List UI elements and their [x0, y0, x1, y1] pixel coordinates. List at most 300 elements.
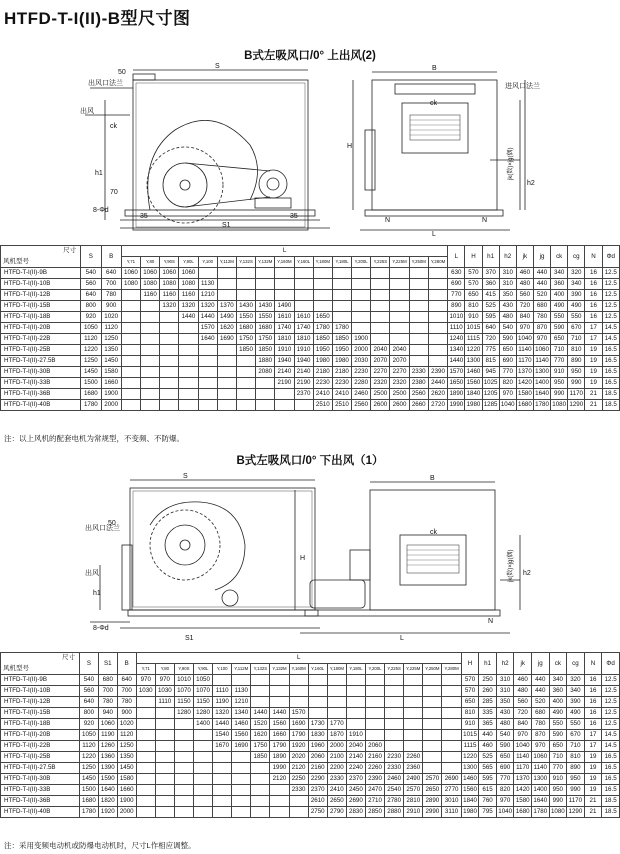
table-cell: 970	[533, 334, 550, 345]
table-cell: 970	[514, 730, 532, 741]
table-cell	[423, 730, 442, 741]
table-cell: 1990	[270, 763, 289, 774]
table-cell: 2100	[327, 752, 346, 763]
table-cell	[428, 323, 447, 334]
table-cell: 550	[551, 312, 568, 323]
dim-S-label: S	[215, 63, 220, 70]
table-cell: 2190	[275, 378, 294, 389]
table-cell	[390, 290, 409, 301]
table-cell: 1010	[174, 675, 193, 686]
table-row	[1, 807, 620, 818]
table-cell: 1160	[141, 290, 160, 301]
table-cell	[352, 301, 371, 312]
table-cell	[423, 719, 442, 730]
table-cell: 19	[585, 378, 602, 389]
table-cell	[194, 774, 213, 785]
dim-B-label: B	[432, 65, 437, 72]
table-cell	[289, 807, 308, 818]
header-motor: Y,225M	[404, 664, 423, 675]
scroll-casing-2	[150, 502, 245, 590]
table-cell: 550	[568, 312, 585, 323]
table-cell: 16	[585, 290, 602, 301]
header-motor: Y,132M	[256, 257, 275, 268]
table-cell	[155, 796, 174, 807]
table-cell	[136, 730, 155, 741]
table-cell: 2850	[365, 807, 384, 818]
table-cell	[270, 807, 289, 818]
table-cell	[390, 334, 409, 345]
table-cell: 2440	[428, 378, 447, 389]
table-cell: 1350	[101, 345, 121, 356]
table-row	[1, 345, 620, 356]
header-motor: Y,250M	[409, 257, 428, 268]
table-cell	[346, 708, 365, 719]
table-cell: 1015	[465, 323, 482, 334]
table-cell	[404, 730, 423, 741]
table-cell: 2770	[442, 785, 461, 796]
table-cell: 780	[117, 697, 136, 708]
table-cell	[236, 400, 255, 411]
table-cell	[327, 708, 346, 719]
table-cell: 940	[98, 708, 117, 719]
table-cell: 2120	[270, 774, 289, 785]
table-cell: 1400	[194, 719, 213, 730]
table-cell: 1550	[236, 312, 255, 323]
table-cell: 1750	[251, 741, 270, 752]
table-cell	[332, 301, 351, 312]
table-cell: 1340	[232, 708, 251, 719]
table-cell: 1010	[448, 312, 465, 323]
table-cell	[141, 323, 160, 334]
table-cell: 1870	[327, 730, 346, 741]
table-cell: 710	[567, 741, 585, 752]
table-cell: 2410	[327, 785, 346, 796]
table-cell	[232, 807, 251, 818]
table-cell: HTFD-T-I(II)-10B	[1, 279, 81, 290]
table-cell	[136, 807, 155, 818]
table-cell: 1110	[213, 686, 232, 697]
table-cell	[270, 686, 289, 697]
table-cell	[251, 697, 270, 708]
table-cell: 775	[482, 345, 499, 356]
table-cell: 2020	[289, 752, 308, 763]
table-cell: 1640	[198, 334, 217, 345]
table-cell: 2040	[390, 345, 409, 356]
dim-h2-label-2: h2	[523, 570, 531, 577]
header-motor: Y,90L	[179, 257, 198, 268]
table-cell: 640	[79, 697, 98, 708]
table-cell	[232, 774, 251, 785]
table-cell: 1830	[308, 730, 327, 741]
table-row	[1, 730, 620, 741]
table-cell: 21	[585, 389, 602, 400]
table-cell: 2410	[332, 389, 351, 400]
dim-N1-label: N	[385, 217, 391, 224]
table-cell: 910	[549, 774, 567, 785]
table-cell	[213, 675, 232, 686]
table-cell: 650	[549, 741, 567, 752]
table-cell: HTFD-T-I(II)-27.5B	[1, 763, 80, 774]
table-cell: 890	[567, 763, 585, 774]
header-post: ck	[551, 246, 568, 268]
table-cell: 2060	[308, 752, 327, 763]
table-cell	[136, 719, 155, 730]
table-row	[1, 708, 620, 719]
table-cell	[232, 763, 251, 774]
table-cell	[256, 268, 275, 279]
table-row	[1, 268, 620, 279]
table-cell: 1040	[516, 334, 533, 345]
table-row	[1, 312, 620, 323]
table-cell: 2160	[308, 763, 327, 774]
table-cell: 340	[551, 268, 568, 279]
table-cell: 2450	[346, 785, 365, 796]
table-cell: 810	[568, 345, 585, 356]
dim-35b-label: 35	[290, 213, 298, 220]
table-cell	[160, 378, 179, 389]
table-cell	[136, 774, 155, 785]
table-cell: 800	[81, 301, 101, 312]
table-cell: 2750	[308, 807, 327, 818]
table-cell: 16	[584, 686, 602, 697]
table-cell	[404, 686, 423, 697]
table-cell	[174, 741, 193, 752]
table-cell: 2570	[423, 774, 442, 785]
table-cell: 2890	[423, 796, 442, 807]
table-cell: 480	[499, 312, 516, 323]
table-cell	[371, 290, 390, 301]
table-cell: 370	[482, 268, 499, 279]
table-row	[1, 367, 620, 378]
table-cell	[423, 708, 442, 719]
table-cell: 2230	[313, 378, 332, 389]
table-cell	[390, 301, 409, 312]
table-cell: 16.5	[602, 774, 620, 785]
header-motor: Y,200L	[365, 664, 384, 675]
table-cell: 2370	[308, 785, 327, 796]
dim-B-label-2: B	[430, 475, 435, 482]
table-cell	[141, 367, 160, 378]
table-cell: 2790	[327, 807, 346, 818]
table-cell: 2660	[409, 400, 428, 411]
table-row	[1, 785, 620, 796]
dim-h1-label: h1	[95, 170, 103, 177]
table-cell: 890	[448, 301, 465, 312]
table-cell: 970	[155, 675, 174, 686]
table-cell: 1620	[251, 730, 270, 741]
table-cell: 720	[516, 301, 533, 312]
table-cell	[294, 400, 313, 411]
note-1: 注：以上风机的配套电机为常规型，不变频、不防爆。	[4, 434, 184, 443]
table-cell: 1430	[256, 301, 275, 312]
table-cell: 390	[568, 290, 585, 301]
table-cell: 19	[584, 763, 602, 774]
dim-jk-label: jk(数)×jg(偶)	[508, 147, 514, 180]
table-cell	[141, 389, 160, 400]
table-cell	[179, 389, 198, 400]
table-cell: 16.5	[602, 378, 619, 389]
table-cell: 570	[461, 675, 479, 686]
table-cell	[213, 796, 232, 807]
table-cell: 2070	[390, 356, 409, 367]
table-cell: 3010	[442, 796, 461, 807]
table-cell: HTFD-T-I(II)-12B	[1, 697, 80, 708]
header-motor: Y,225M	[390, 257, 409, 268]
table-cell	[155, 763, 174, 774]
table-cell	[121, 367, 140, 378]
table-cell: 1550	[256, 312, 275, 323]
table-cell	[313, 301, 332, 312]
table-cell	[217, 268, 236, 279]
table-cell	[428, 268, 447, 279]
table-cell: 19	[585, 367, 602, 378]
table-cell: 1030	[136, 686, 155, 697]
table-cell: 640	[101, 268, 121, 279]
table-cell: 1300	[461, 763, 479, 774]
table-cell: 350	[496, 697, 514, 708]
table-cell: 1210	[232, 697, 251, 708]
table-cell: 1285	[482, 400, 499, 411]
table-cell: 590	[496, 741, 514, 752]
header-motor: Y,80	[155, 664, 174, 675]
table-cell	[198, 367, 217, 378]
table-cell	[294, 279, 313, 290]
table-cell: 1730	[308, 719, 327, 730]
table-cell: 1910	[294, 345, 313, 356]
front-base-2	[305, 610, 500, 616]
table-cell: 1680	[79, 796, 98, 807]
table-cell	[121, 389, 140, 400]
table-cell: 18.5	[602, 807, 620, 818]
table-cell: 2690	[442, 774, 461, 785]
table-cell: 630	[448, 268, 465, 279]
table-cell: 1060	[141, 268, 160, 279]
header-motor: Y,180L	[332, 257, 351, 268]
table-cell: 1610	[275, 312, 294, 323]
table-cell	[428, 301, 447, 312]
table-cell	[155, 807, 174, 818]
table-cell	[365, 708, 384, 719]
table-cell: 1440	[198, 312, 217, 323]
table-cell: 1300	[465, 356, 482, 367]
table-cell: 12.5	[602, 719, 620, 730]
table-cell	[390, 312, 409, 323]
table-row	[1, 697, 620, 708]
header-L-group: L	[136, 653, 461, 664]
table-cell: 1080	[551, 400, 568, 411]
header-motor: Y,132S	[251, 664, 270, 675]
table-cell	[174, 807, 193, 818]
table-cell: 2140	[346, 752, 365, 763]
table-cell: 2560	[409, 389, 428, 400]
header-pre: B	[101, 246, 121, 268]
table-cell: 16	[585, 312, 602, 323]
inlet-panel	[402, 103, 468, 153]
table-cell: 2230	[332, 378, 351, 389]
table-cell	[236, 367, 255, 378]
table-cell: 2570	[404, 785, 423, 796]
table-cell: 770	[551, 356, 568, 367]
table-cell: 2460	[385, 774, 404, 785]
table-cell: 21	[584, 807, 602, 818]
table-cell: 490	[567, 708, 585, 719]
table-row	[1, 686, 620, 697]
table-cell	[385, 741, 404, 752]
table-cell: 2560	[352, 400, 371, 411]
table-cell	[141, 345, 160, 356]
table-cell	[371, 323, 390, 334]
table-cell	[236, 268, 255, 279]
table-cell: 16	[585, 279, 602, 290]
table-row	[1, 389, 620, 400]
table-cell	[275, 279, 294, 290]
table-cell: 1220	[79, 752, 98, 763]
table-cell	[308, 697, 327, 708]
table-cell: 1020	[117, 719, 136, 730]
table-cell	[136, 697, 155, 708]
dim-N-label-2: N	[488, 618, 494, 625]
table-cell	[275, 400, 294, 411]
table-cell: 2140	[294, 367, 313, 378]
dim-H-label: H	[347, 143, 353, 150]
table-cell	[289, 697, 308, 708]
header-motor: Y,160M	[289, 664, 308, 675]
table-cell	[385, 686, 404, 697]
table-cell	[217, 356, 236, 367]
table-cell: 340	[549, 675, 567, 686]
table-cell: 1950	[332, 345, 351, 356]
table-cell	[423, 675, 442, 686]
table-cell: 2240	[346, 763, 365, 774]
table-cell: 12.5	[602, 312, 619, 323]
table-cell	[385, 675, 404, 686]
table-cell	[332, 279, 351, 290]
table-cell	[217, 389, 236, 400]
table-cell: 1020	[101, 312, 121, 323]
table-cell	[371, 312, 390, 323]
header-motor: Y,200L	[352, 257, 371, 268]
table-cell	[179, 345, 198, 356]
table-cell: 1580	[516, 389, 533, 400]
table-cell	[327, 686, 346, 697]
header-post: cg	[568, 246, 585, 268]
outlet-flange-side-2	[122, 545, 132, 610]
header-motor: Y,100	[213, 664, 232, 675]
table-cell	[428, 290, 447, 301]
table-cell	[442, 697, 461, 708]
table-cell: 2380	[409, 378, 428, 389]
outlet-flange-top	[133, 74, 155, 80]
table-cell	[217, 367, 236, 378]
header-motor: Y,250M	[423, 664, 442, 675]
header-post: cg	[567, 653, 585, 675]
table-cell: 1360	[98, 752, 117, 763]
table-cell	[332, 268, 351, 279]
table-cell: 1640	[532, 796, 550, 807]
table-cell: 1780	[313, 323, 332, 334]
table-cell	[251, 785, 270, 796]
table-cell: 1910	[275, 345, 294, 356]
table-cell: 1110	[448, 323, 465, 334]
table-cell: HTFD-T-I(II)-9B	[1, 268, 81, 279]
table-cell: 12.5	[602, 301, 619, 312]
table-cell	[270, 785, 289, 796]
table-cell: 810	[465, 301, 482, 312]
table-cell: 19	[584, 785, 602, 796]
table-cell: 1640	[533, 389, 550, 400]
table-cell: 1030	[155, 686, 174, 697]
table-cell: 1170	[568, 389, 585, 400]
table-cell	[409, 356, 428, 367]
table-cell: 970	[136, 675, 155, 686]
table-cell	[442, 719, 461, 730]
table-cell: 1810	[275, 334, 294, 345]
table-cell	[136, 763, 155, 774]
table-cell: 2000	[352, 345, 371, 356]
table-cell: 1850	[256, 345, 275, 356]
table-cell: 1560	[461, 785, 479, 796]
table-cell: 2780	[385, 796, 404, 807]
dim-50-label-2: 50	[108, 520, 116, 527]
table-cell: 480	[516, 279, 533, 290]
dim-h1-label-2: h1	[93, 590, 101, 597]
table-row	[1, 400, 620, 411]
table-cell	[294, 301, 313, 312]
table-cell: 1280	[194, 708, 213, 719]
table-cell: 2470	[365, 785, 384, 796]
table-row	[1, 323, 620, 334]
table-cell	[232, 675, 251, 686]
header-motor: Y,112M	[232, 664, 251, 675]
table-cell: 1680	[516, 400, 533, 411]
table-cell: 19	[584, 752, 602, 763]
table-cell: HTFD-T-I(II)-10B	[1, 686, 80, 697]
table-cell	[289, 675, 308, 686]
table-cell: 840	[514, 719, 532, 730]
table-cell	[352, 268, 371, 279]
table-cell	[346, 675, 365, 686]
table-cell: 1690	[289, 719, 308, 730]
table-cell: HTFD-T-I(II)-25B	[1, 345, 81, 356]
header-motor: Y,160L	[294, 257, 313, 268]
table-cell	[409, 301, 428, 312]
table-cell: 400	[549, 697, 567, 708]
table-cell: 2140	[275, 367, 294, 378]
table-cell: 16.5	[602, 785, 620, 796]
table-cell	[213, 752, 232, 763]
table-cell: 560	[81, 279, 101, 290]
table-cell	[365, 675, 384, 686]
table-cell	[404, 708, 423, 719]
table-cell: 2180	[313, 367, 332, 378]
table-cell: 970	[532, 741, 550, 752]
dim-L-label: L	[432, 231, 436, 238]
table-cell	[198, 389, 217, 400]
table-cell	[275, 268, 294, 279]
table-cell	[409, 334, 428, 345]
table-cell: HTFD-T-I(II)-40B	[1, 400, 81, 411]
spec-table-1	[0, 245, 620, 411]
header-pre: S	[79, 653, 98, 675]
table-cell: 2320	[371, 378, 390, 389]
table-cell	[141, 312, 160, 323]
table-cell: 2880	[385, 807, 404, 818]
table-cell	[390, 279, 409, 290]
table-cell	[236, 389, 255, 400]
table-row	[1, 675, 620, 686]
dim-L-label-2: L	[400, 635, 404, 642]
table-cell: 900	[101, 301, 121, 312]
